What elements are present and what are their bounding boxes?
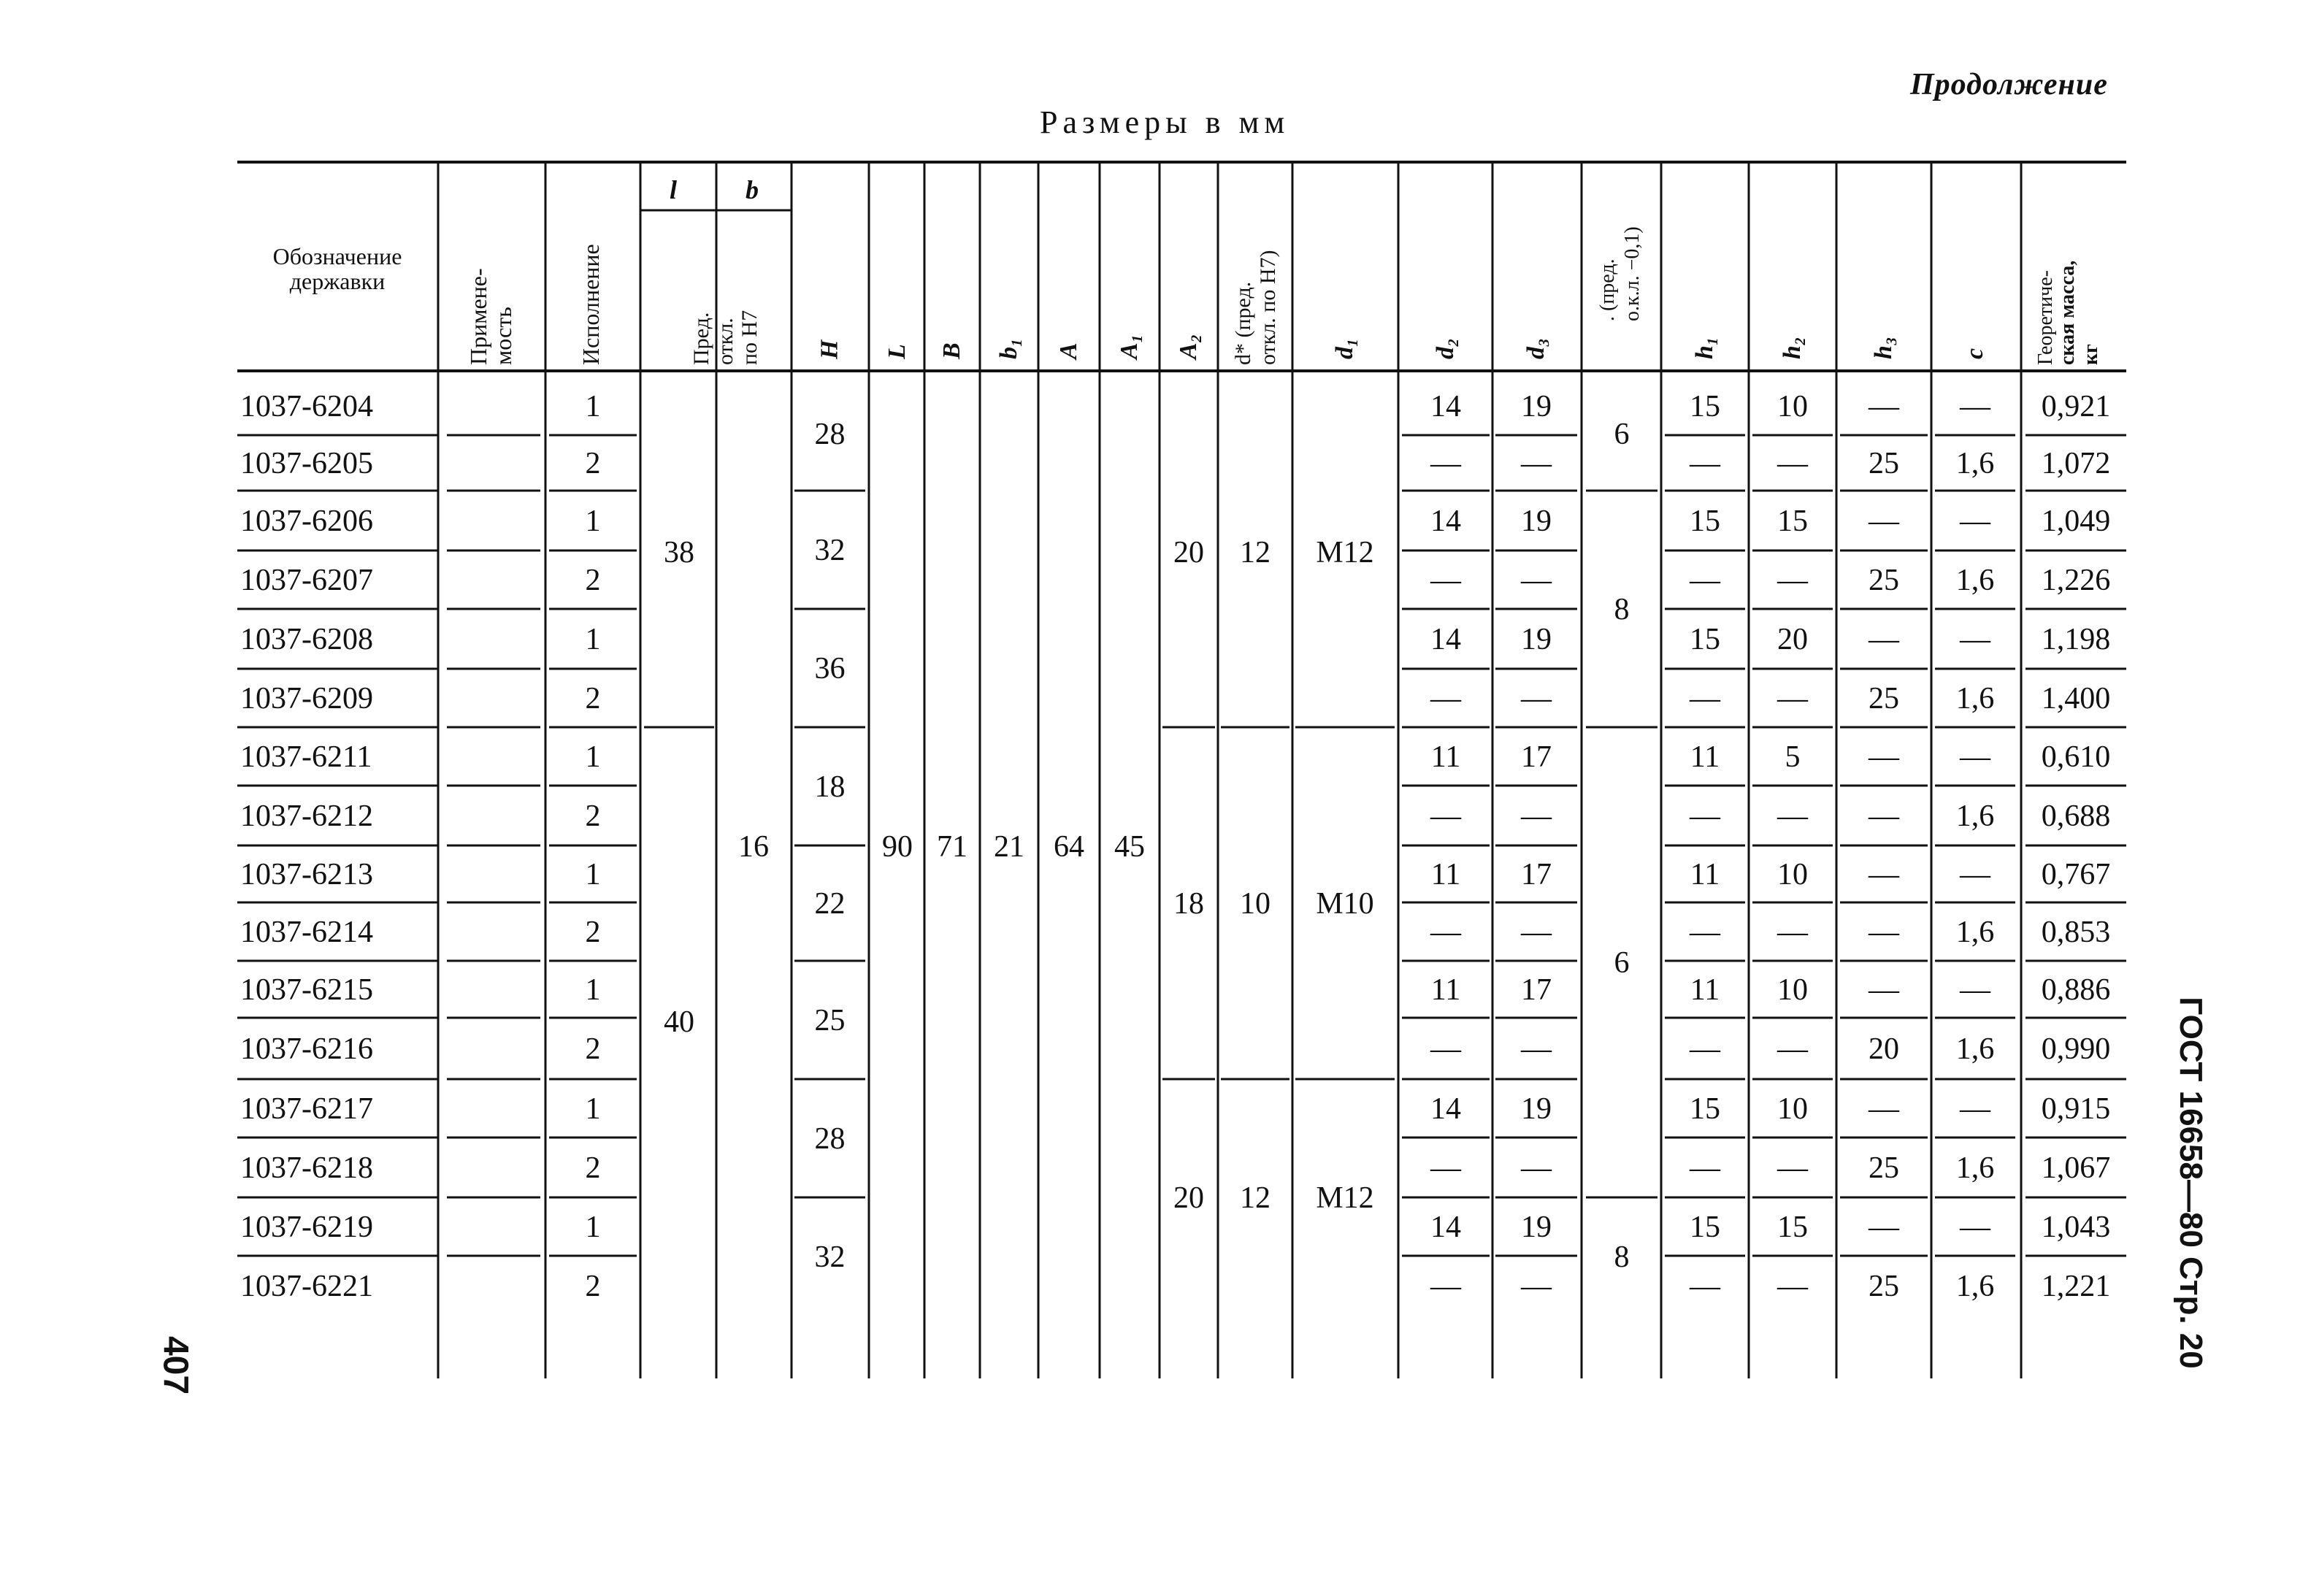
cell-c: 1,6 <box>1955 1270 1995 1303</box>
cell-L: 90 <box>882 830 913 864</box>
cell-version: 1 <box>585 390 601 423</box>
cell-h2: — <box>1777 682 1808 715</box>
header-b: b <box>746 175 759 204</box>
cell-mass: 0,853 <box>2041 916 2111 949</box>
cell-designation: 1037-6216 <box>240 1032 373 1066</box>
cell-h2: 15 <box>1777 504 1808 538</box>
cell-mass: 0,767 <box>2041 858 2111 891</box>
cell-version: 2 <box>585 1032 601 1066</box>
cell-d3: 19 <box>1521 623 1552 656</box>
cell-H: 28 <box>814 418 846 451</box>
cell-b: 16 <box>738 830 769 864</box>
cell-mass: 1,067 <box>2041 1151 2111 1185</box>
header-d-line1: d* (пред. <box>1231 281 1255 365</box>
header-tolerance-line3: по Н7 <box>737 310 762 365</box>
cell-d: 12 <box>1240 1181 1271 1215</box>
cell-c: — <box>1960 390 1990 423</box>
header-applicability-line1: Примене- <box>465 268 491 365</box>
cell-d2: 14 <box>1430 1211 1461 1244</box>
cell-designation: 1037-6213 <box>240 858 373 891</box>
cell-h2: 10 <box>1777 390 1808 423</box>
cell-d3: 17 <box>1521 858 1552 891</box>
cell-designation: 1037-6211 <box>240 740 372 774</box>
cell-d1: M12 <box>1316 1181 1374 1215</box>
cell-d3: 17 <box>1521 973 1552 1007</box>
cell-version: 1 <box>585 973 601 1007</box>
cell-d3: — <box>1521 682 1552 715</box>
cell-mass: 1,221 <box>2041 1270 2111 1303</box>
cell-h1: — <box>1690 1270 1720 1303</box>
cell-d2: — <box>1430 916 1461 949</box>
cell-designation: 1037-6215 <box>240 973 373 1007</box>
cell-h3: — <box>1869 740 1899 774</box>
header-version: Исполнение <box>578 244 604 365</box>
cell-version: 1 <box>585 858 601 891</box>
cell-c: 1,6 <box>1955 1032 1995 1066</box>
header-h1: h₁ <box>1691 337 1718 359</box>
cell-c: — <box>1960 740 1990 774</box>
cell-designation: 1037-6204 <box>240 390 373 423</box>
cell-b1: 21 <box>994 830 1024 864</box>
cell-mass: 0,990 <box>2041 1032 2111 1066</box>
cell-version: 1 <box>585 1211 601 1244</box>
cell-mass: 0,886 <box>2041 973 2111 1007</box>
cell-A1: 45 <box>1114 830 1145 864</box>
cell-h2: — <box>1777 1270 1808 1303</box>
header-h2: h₂ <box>1779 337 1806 359</box>
cell-h1: 11 <box>1690 858 1720 891</box>
header-A: A <box>1055 342 1082 359</box>
header-d3: d₃ <box>1522 338 1549 359</box>
cell-c: — <box>1960 973 1990 1007</box>
cell-A2: 20 <box>1173 536 1204 569</box>
header-t-line2: о.к.л. −0,1) <box>1621 226 1644 321</box>
cell-h3: 25 <box>1869 1151 1899 1185</box>
header-d1: d₁ <box>1331 338 1358 359</box>
cell-d3: 19 <box>1521 504 1552 538</box>
cell-h3: — <box>1869 916 1899 949</box>
cell-d2: 14 <box>1430 504 1461 538</box>
cell-h1: 11 <box>1690 740 1720 774</box>
cell-designation: 1037-6212 <box>240 799 373 833</box>
cell-h1: — <box>1690 447 1720 480</box>
cell-A: 64 <box>1054 830 1084 864</box>
cell-h2: — <box>1777 1151 1808 1185</box>
cell-h1: 15 <box>1690 390 1720 423</box>
header-H: H <box>816 339 843 359</box>
cell-h2: 15 <box>1777 1211 1808 1244</box>
cell-h1: — <box>1690 1032 1720 1066</box>
header-mass-line2: ская масса, <box>2056 260 2079 365</box>
cell-version: 2 <box>585 564 601 597</box>
cell-c: — <box>1960 623 1990 656</box>
cell-d2: 11 <box>1430 973 1461 1007</box>
cell-h1: 15 <box>1690 1092 1720 1126</box>
cell-mass: 0,915 <box>2041 1092 2111 1126</box>
cell-h2: 5 <box>1785 740 1801 774</box>
cell-h3: — <box>1869 799 1899 833</box>
cell-h3: — <box>1869 390 1899 423</box>
cell-designation: 1037-6209 <box>240 682 373 715</box>
gost-standard-text: ГОСТ 16658—80 Стр. 20 <box>2173 997 2209 1369</box>
cell-mass: 1,049 <box>2041 504 2111 538</box>
cell-d3: — <box>1521 1151 1552 1185</box>
cell-d2: — <box>1430 1270 1461 1303</box>
cell-c: 1,6 <box>1955 1151 1995 1185</box>
cell-d: 10 <box>1240 887 1271 921</box>
dimensions-caption: Размеры в мм <box>1040 104 1290 140</box>
cell-mass: 1,043 <box>2041 1211 2111 1244</box>
header-L: L <box>884 344 911 359</box>
cell-designation: 1037-6217 <box>240 1092 373 1126</box>
header-tolerance-line2: откл. <box>713 318 737 365</box>
header-mass-line3: кг <box>2080 344 2102 365</box>
gost-standard-label <box>2154 978 2227 1387</box>
cell-h3: 25 <box>1869 1270 1899 1303</box>
cell-d3: — <box>1521 916 1552 949</box>
cell-d2: 14 <box>1430 390 1461 423</box>
cell-version: 2 <box>585 682 601 715</box>
cell-h3: — <box>1869 973 1899 1007</box>
cell-version: 1 <box>585 623 601 656</box>
cell-d2: — <box>1430 799 1461 833</box>
header-applicability-line2: мость <box>490 307 516 365</box>
cell-h1: 15 <box>1690 504 1720 538</box>
cell-version: 2 <box>585 1270 601 1303</box>
cell-H: 32 <box>814 1240 846 1274</box>
cell-H: 18 <box>814 770 846 804</box>
header-b1: b₁ <box>995 338 1022 359</box>
cell-d: 12 <box>1240 536 1271 569</box>
cell-l: 40 <box>664 1005 694 1039</box>
cell-d3: 19 <box>1521 1211 1552 1244</box>
cell-c: — <box>1960 1092 1990 1126</box>
header-designation-line2: державки <box>289 268 386 294</box>
cell-h2: — <box>1777 564 1808 597</box>
cell-mass: 0,610 <box>2041 740 2111 774</box>
cell-l: 38 <box>664 536 694 569</box>
cell-version: 2 <box>585 799 601 833</box>
cell-version: 1 <box>585 740 601 774</box>
cell-version: 1 <box>585 1092 601 1126</box>
cell-d1: M12 <box>1316 536 1374 569</box>
table-header <box>273 175 2102 365</box>
cell-d2: — <box>1430 564 1461 597</box>
cell-version: 2 <box>585 1151 601 1185</box>
cell-d2: — <box>1430 447 1461 480</box>
cell-H: 25 <box>814 1004 846 1037</box>
cell-h3: — <box>1869 858 1899 891</box>
page-number <box>146 1329 204 1402</box>
cell-version: 2 <box>585 916 601 949</box>
cell-d2: — <box>1430 1032 1461 1066</box>
cell-d3: — <box>1521 447 1552 480</box>
header-c: c <box>1961 348 1988 359</box>
cell-mass: 1,072 <box>2041 447 2111 480</box>
cell-h3: — <box>1869 623 1899 656</box>
cell-designation: 1037-6208 <box>240 623 373 656</box>
header-tolerance-line1: Пред. <box>689 312 713 365</box>
cell-h1: — <box>1690 682 1720 715</box>
cell-d3: — <box>1521 799 1552 833</box>
cell-h1: 11 <box>1690 973 1720 1007</box>
cell-c: 1,6 <box>1955 916 1995 949</box>
cell-mass: 1,198 <box>2041 623 2111 656</box>
cell-version: 2 <box>585 447 601 480</box>
cell-designation: 1037-6218 <box>240 1151 373 1185</box>
cell-h2: 10 <box>1777 973 1808 1007</box>
cell-H: 32 <box>814 534 846 567</box>
cell-H: 28 <box>814 1122 846 1156</box>
cell-h2: — <box>1777 447 1808 480</box>
continuation-label: Продолжение <box>1910 68 2108 101</box>
cell-designation: 1037-6214 <box>240 916 373 949</box>
header-l: l <box>669 175 678 204</box>
cell-h1: — <box>1690 916 1720 949</box>
header-d-line2: откл. по Н7) <box>1256 250 1280 365</box>
cell-t: 6 <box>1614 946 1630 980</box>
header-designation-line1: Обозначение <box>272 243 402 269</box>
cell-A2: 18 <box>1173 887 1204 921</box>
cell-designation: 1037-6221 <box>240 1270 373 1303</box>
cell-h3: — <box>1869 1092 1899 1126</box>
cell-d2: 14 <box>1430 1092 1461 1126</box>
cell-h2: 20 <box>1777 623 1808 656</box>
cell-c: 1,6 <box>1955 447 1995 480</box>
cell-t: 6 <box>1614 418 1630 451</box>
header-h3: h₃ <box>1870 337 1897 359</box>
header-d2: d₂ <box>1432 338 1459 359</box>
page-number-text: 407 <box>156 1335 195 1395</box>
cell-h3: 20 <box>1869 1032 1899 1066</box>
cell-B: 71 <box>937 830 967 864</box>
cell-h3: — <box>1869 1211 1899 1244</box>
cell-h3: 25 <box>1869 564 1899 597</box>
cell-c: 1,6 <box>1955 682 1995 715</box>
header-A2: A₂ <box>1175 334 1202 359</box>
cell-d1: M10 <box>1316 887 1374 921</box>
cell-version: 1 <box>585 504 601 538</box>
cell-h2: — <box>1777 916 1808 949</box>
cell-d3: 19 <box>1521 390 1552 423</box>
header-B: B <box>938 342 965 359</box>
cell-designation: 1037-6206 <box>240 504 373 538</box>
cell-c: — <box>1960 504 1990 538</box>
cell-h1: — <box>1690 799 1720 833</box>
cell-d2: 11 <box>1430 858 1461 891</box>
cell-designation: 1037-6207 <box>240 564 373 597</box>
cell-designation: 1037-6205 <box>240 447 373 480</box>
cell-t: 8 <box>1614 1240 1630 1274</box>
cell-d2: — <box>1430 1151 1461 1185</box>
cell-H: 22 <box>814 887 846 921</box>
cell-c: — <box>1960 858 1990 891</box>
cell-h3: 25 <box>1869 447 1899 480</box>
cell-d3: 19 <box>1521 1092 1552 1126</box>
cell-h2: — <box>1777 799 1808 833</box>
cell-c: 1,6 <box>1955 564 1995 597</box>
header-mass-line1: Георетиче- <box>2034 270 2057 365</box>
cell-A2: 20 <box>1173 1181 1204 1215</box>
cell-c: — <box>1960 1211 1990 1244</box>
cell-d2: 14 <box>1430 623 1461 656</box>
cell-d3: 17 <box>1521 740 1552 774</box>
cell-h1: — <box>1690 1151 1720 1185</box>
cell-h2: — <box>1777 1032 1808 1066</box>
cell-mass: 0,688 <box>2041 799 2111 833</box>
cell-d3: — <box>1521 1032 1552 1066</box>
cell-h3: 25 <box>1869 682 1899 715</box>
cell-h2: 10 <box>1777 1092 1808 1126</box>
cell-h1: 15 <box>1690 623 1720 656</box>
cell-t: 8 <box>1614 593 1630 626</box>
header-t-line1: . (пред. <box>1596 258 1619 321</box>
cell-d3: — <box>1521 564 1552 597</box>
cell-h2: 10 <box>1777 858 1808 891</box>
cell-d2: — <box>1430 682 1461 715</box>
cell-designation: 1037-6219 <box>240 1211 373 1244</box>
cell-h3: — <box>1869 504 1899 538</box>
cell-mass: 0,921 <box>2041 390 2111 423</box>
cell-mass: 1,226 <box>2041 564 2111 597</box>
cell-h1: 15 <box>1690 1211 1720 1244</box>
cell-mass: 1,400 <box>2041 682 2111 715</box>
cell-d3: — <box>1521 1270 1552 1303</box>
cell-h1: — <box>1690 564 1720 597</box>
cell-H: 36 <box>814 652 846 686</box>
cell-c: 1,6 <box>1955 799 1995 833</box>
cell-d2: 11 <box>1430 740 1461 774</box>
header-A1: A₁ <box>1116 334 1143 359</box>
